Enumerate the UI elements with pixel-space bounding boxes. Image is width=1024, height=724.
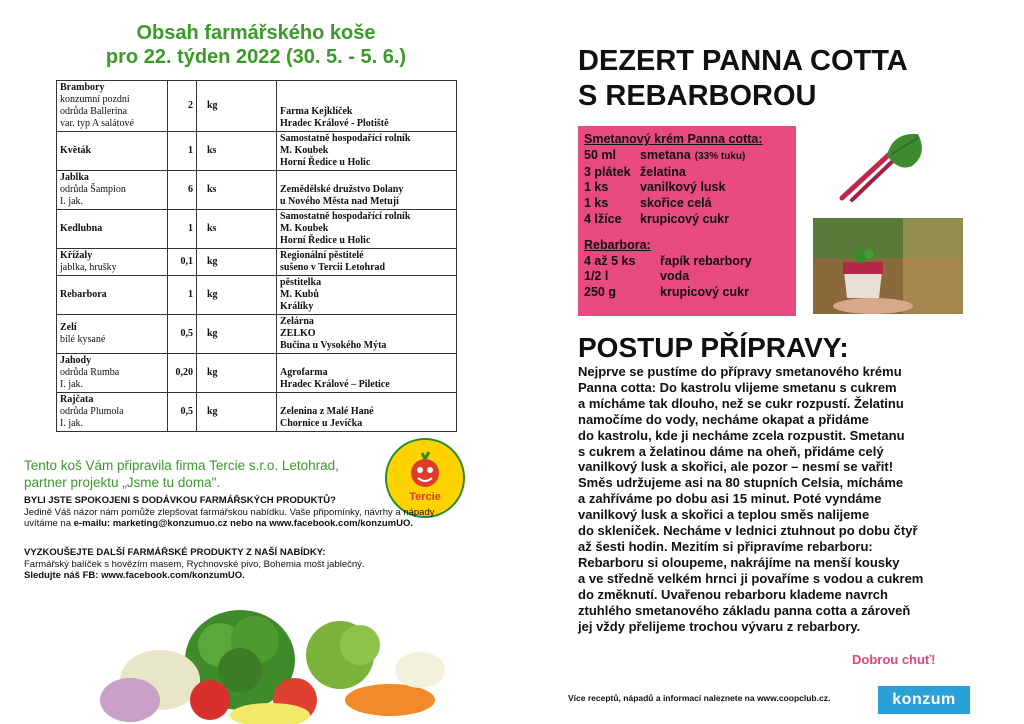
feedback-block bbox=[24, 495, 494, 530]
crop-name: Rajčata bbox=[60, 394, 94, 405]
crop-qty: 0,20 bbox=[168, 354, 197, 393]
crop-name-cell bbox=[57, 81, 168, 132]
crop-desc: konzumní pozdní bbox=[60, 94, 130, 105]
supplier-line: Hradec Králové - Plotiště bbox=[280, 118, 389, 129]
crop-name: Jahody bbox=[60, 355, 92, 366]
crop-unit: ks bbox=[197, 210, 277, 249]
method-line: do skleniček. Necháme v lednici ztuhnout po dobu čtyř bbox=[578, 523, 918, 539]
ingredient-name: vanilkový lusk bbox=[640, 180, 726, 195]
ingredient-name: řapík rebarbory bbox=[660, 253, 752, 268]
recipe-title-line1: DEZERT PANNA COTTA bbox=[578, 45, 908, 77]
tercie-line2: partner projektu „Jsme tu doma". bbox=[24, 475, 221, 490]
vegetables-image bbox=[90, 600, 450, 724]
crop-desc: jablka, hrušky bbox=[60, 262, 117, 273]
crop-name: Kedlubna bbox=[60, 223, 103, 234]
method-line: do kastrolu, kde ji necháme zcela rozpustit. Smetanu bbox=[578, 427, 905, 443]
rhubarb-ingredient bbox=[584, 269, 796, 285]
footer-note: Více receptů, nápadů a informací naleznete na www.coopclub.cz. bbox=[568, 693, 831, 703]
ingredients-box bbox=[578, 126, 796, 316]
crop-desc: I. jak. bbox=[60, 418, 84, 429]
supplier-line: M. Koubek bbox=[280, 223, 329, 234]
feedback-line1: Jedině Váš názor nám pomůže zlepšovat farmářskou nabídku. Vaše připomínky, návrhy a nápady bbox=[24, 506, 435, 518]
crop-unit: ks bbox=[197, 171, 277, 210]
crop-supplier bbox=[277, 393, 457, 432]
method-line: s cukrem a želatinou dáme na oheň, přidáme celý bbox=[578, 443, 884, 459]
crop-qty: 0,5 bbox=[168, 393, 197, 432]
panna-cotta-photo bbox=[813, 218, 963, 314]
supplier-line: Samostatně hospodařící rolník bbox=[280, 211, 411, 222]
table-row bbox=[57, 210, 457, 249]
crop-name-cell bbox=[57, 132, 168, 171]
bon-appetit: Dobrou chuť! bbox=[852, 652, 936, 667]
crop-desc: I. jak. bbox=[60, 379, 84, 390]
crop-name-cell bbox=[57, 354, 168, 393]
crop-unit: kg bbox=[197, 354, 277, 393]
try-heading: VYZKOUŠEJTE DALŠÍ FARMÁŘSKÉ PRODUKTY Z NAŠÍ NABÍDKY: bbox=[24, 547, 326, 558]
crop-unit: kg bbox=[197, 276, 277, 315]
crop-name-cell bbox=[57, 393, 168, 432]
method-line: do změknutí. Uvařenou rebarboru klademe navrch bbox=[578, 586, 888, 602]
method-line: vanilkový lusk a skořici, ale pozor – nesmí se vařit! bbox=[578, 459, 894, 475]
supplier-line: Bučina u Vysokého Mýta bbox=[280, 340, 387, 351]
method-line: a ve středně velkém hrnci ji povaříme s vodou a cukrem bbox=[578, 570, 924, 586]
crop-unit: kg bbox=[197, 393, 277, 432]
logo-text: Tercie bbox=[409, 491, 441, 503]
crop-desc: odrůda Ballerina bbox=[60, 106, 127, 117]
cream-ingredient bbox=[584, 196, 796, 212]
crop-supplier bbox=[277, 249, 457, 276]
tercie-line1: Tento koš Vám připravila firma Tercie s.r.o. Letohrad, bbox=[24, 458, 339, 473]
cream-ingredient bbox=[584, 165, 796, 181]
crop-qty: 1 bbox=[168, 276, 197, 315]
supplier-line: Agrofarma bbox=[280, 367, 328, 378]
crop-supplier bbox=[277, 132, 457, 171]
method-line: Nejprve se pustíme do přípravy smetanového krému bbox=[578, 364, 902, 379]
crop-desc: odrůda Šampion bbox=[60, 184, 126, 195]
supplier-line: Zelárna bbox=[280, 316, 314, 327]
feedback-contact-link[interactable]: e-mailu: marketing@konzumuo.cz nebo na www.facebook.com/konzumUO. bbox=[73, 518, 413, 529]
try-line1: Farmářský balíček s hovězím masem, Rychnovské pivo, Bohemia mošt jablečný. bbox=[24, 558, 365, 570]
method-line: a mícháme tak dlouho, než se cukr rozpustí. Želatinu bbox=[578, 395, 904, 411]
crop-unit: kg bbox=[197, 315, 277, 354]
tercie-note bbox=[24, 457, 384, 491]
crop-qty: 0,5 bbox=[168, 315, 197, 354]
table-row bbox=[57, 81, 457, 132]
table-row bbox=[57, 171, 457, 210]
recipe-title-line2: S REBARBOROU bbox=[578, 80, 817, 112]
supplier-line: Samostatně hospodařící rolník bbox=[280, 133, 411, 144]
crop-name: Květák bbox=[60, 145, 92, 156]
crop-desc: I. jak. bbox=[60, 196, 84, 207]
rhubarb-ingredient bbox=[584, 285, 796, 301]
crop-name-cell bbox=[57, 171, 168, 210]
crop-supplier bbox=[277, 210, 457, 249]
supplier-line: Zemědělské družstvo Dolany bbox=[280, 184, 404, 195]
method-text bbox=[578, 364, 968, 634]
crop-name-cell bbox=[57, 276, 168, 315]
ingredient-note: (33% tuku) bbox=[694, 150, 746, 162]
method-line: namočíme do vody, necháme okapat a přidáme bbox=[578, 411, 869, 427]
supplier-line: ZELKO bbox=[280, 328, 316, 339]
ingredient-qty: 1/2 l bbox=[584, 269, 609, 284]
method-line: vanilkový lusk a skořici a teplou směs nalijeme bbox=[578, 507, 870, 523]
ingredient-qty: 1 ks bbox=[584, 196, 609, 211]
crop-supplier bbox=[277, 81, 457, 132]
cream-ingredient bbox=[584, 180, 796, 196]
crop-desc: odrůda Rumba bbox=[60, 367, 120, 378]
method-line: až šesti hodin. Mezitím si připravíme rebarboru: bbox=[578, 538, 873, 554]
ingredient-name: voda bbox=[660, 269, 690, 284]
crop-desc: var. typ A salátové bbox=[60, 118, 134, 129]
supplier-line: pěstitelka bbox=[280, 277, 322, 288]
ingredient-name: krupicový cukr bbox=[660, 285, 749, 300]
supplier-line: Chornice u Jevíčka bbox=[280, 418, 363, 429]
crop-qty: 1 bbox=[168, 210, 197, 249]
method-line: ztuhlého smetanového základu panna cotta a zároveň bbox=[578, 602, 911, 618]
crop-name-cell bbox=[57, 315, 168, 354]
supplier-line: sušeno v Tercii Letohrad bbox=[280, 262, 386, 273]
method-heading: POSTUP PŘÍPRAVY: bbox=[578, 332, 849, 363]
ingredient-qty: 50 ml bbox=[584, 147, 616, 162]
crop-name: Zelí bbox=[60, 322, 77, 333]
crop-unit: kg bbox=[197, 81, 277, 132]
supplier-line: Horní Ředice u Holic bbox=[280, 235, 371, 246]
try-block bbox=[24, 547, 494, 582]
method-line: Panna cotta: Do kastrolu vlijeme smetanu s cukrem bbox=[578, 379, 897, 395]
table-row bbox=[57, 315, 457, 354]
facebook-link[interactable]: Sledujte náš FB: www.facebook.com/konzumUO. bbox=[24, 570, 245, 581]
table-row bbox=[57, 249, 457, 276]
basket-week: pro 22. týden 2022 (30. 5. - 5. 6.) bbox=[105, 46, 407, 68]
method-line: Směs udržujeme asi na 80 stupních Celsia, mícháme bbox=[578, 475, 904, 491]
supplier-line: Hradec Králové – Piletice bbox=[280, 379, 390, 390]
supplier-line: Králíky bbox=[280, 301, 314, 312]
supplier-line: u Nového Města nad Metují bbox=[280, 196, 399, 207]
crop-qty: 1 bbox=[168, 132, 197, 171]
crop-name-cell bbox=[57, 249, 168, 276]
supplier-line: M. Kubů bbox=[280, 289, 319, 300]
method-line: a zahříváme po dobu asi 15 minut. Poté vyndáme bbox=[578, 491, 882, 507]
ingredient-qty: 4 až 5 ks bbox=[584, 253, 636, 268]
ingredient-qty: 4 lžíce bbox=[584, 211, 622, 226]
ingredient-name: skořice celá bbox=[640, 196, 712, 211]
supplier-line: M. Koubek bbox=[280, 145, 329, 156]
crop-qty: 2 bbox=[168, 81, 197, 132]
crop-qty: 0,1 bbox=[168, 249, 197, 276]
table-row bbox=[57, 276, 457, 315]
konzum-logo[interactable]: konzum bbox=[878, 686, 970, 714]
ingredient-qty: 3 plátek bbox=[584, 164, 631, 179]
feedback-line2: uvítáme na e-mailu: marketing@konzumuo.cz nebo na www.facebook.com/konzumUO. bbox=[24, 518, 413, 529]
crop-name: Jablka bbox=[60, 172, 89, 183]
feedback-heading: BYLI JSTE SPOKOJENI S DODÁVKOU FARMÁŘSKÝCH PRODUKTŮ? bbox=[24, 495, 336, 506]
crop-supplier bbox=[277, 315, 457, 354]
crop-supplier bbox=[277, 276, 457, 315]
table-row bbox=[57, 354, 457, 393]
cream-ingredient bbox=[584, 212, 796, 228]
crop-unit: ks bbox=[197, 132, 277, 171]
supplier-line: Regionální pěstitelé bbox=[280, 250, 364, 261]
ingredient-name: krupicový cukr bbox=[640, 211, 729, 226]
crop-name-cell bbox=[57, 210, 168, 249]
supplier-line: Horní Ředice u Holic bbox=[280, 157, 371, 168]
rhubarb-heading: Rebarbora: bbox=[584, 237, 651, 252]
crop-supplier bbox=[277, 354, 457, 393]
method-line: Rebarboru si oloupeme, nakrájíme na menší kousky bbox=[578, 554, 900, 570]
crop-desc: bílé kysané bbox=[60, 334, 106, 345]
basket-table bbox=[56, 80, 457, 432]
supplier-line: Zelenina z Malé Hané bbox=[280, 406, 374, 417]
crop-name: Rebarbora bbox=[60, 289, 107, 300]
crop-name: Křížaly bbox=[60, 250, 93, 261]
cream-ingredient bbox=[584, 148, 796, 165]
crop-qty: 6 bbox=[168, 171, 197, 210]
rhubarb-image bbox=[832, 126, 932, 204]
right-page bbox=[512, 0, 1024, 724]
rhubarb-ingredient bbox=[584, 254, 796, 270]
crop-desc: odrůda Plumola bbox=[60, 406, 124, 417]
ingredient-name: smetana bbox=[640, 147, 691, 162]
supplier-line: Farma Kejklíček bbox=[280, 106, 353, 117]
basket-title: Obsah farmářského koše bbox=[136, 22, 376, 44]
crop-unit: kg bbox=[197, 249, 277, 276]
ingredient-qty: 250 g bbox=[584, 285, 616, 300]
cream-heading: Smetanový krém Panna cotta: bbox=[584, 132, 763, 146]
table-row bbox=[57, 132, 457, 171]
ingredient-qty: 1 ks bbox=[584, 180, 609, 195]
ingredient-name: želatina bbox=[640, 164, 686, 179]
crop-supplier bbox=[277, 171, 457, 210]
crop-name: Brambory bbox=[60, 82, 105, 93]
table-row bbox=[57, 393, 457, 432]
method-line: jej vždy přelijeme trochou vývaru z rebarbory. bbox=[578, 618, 861, 634]
